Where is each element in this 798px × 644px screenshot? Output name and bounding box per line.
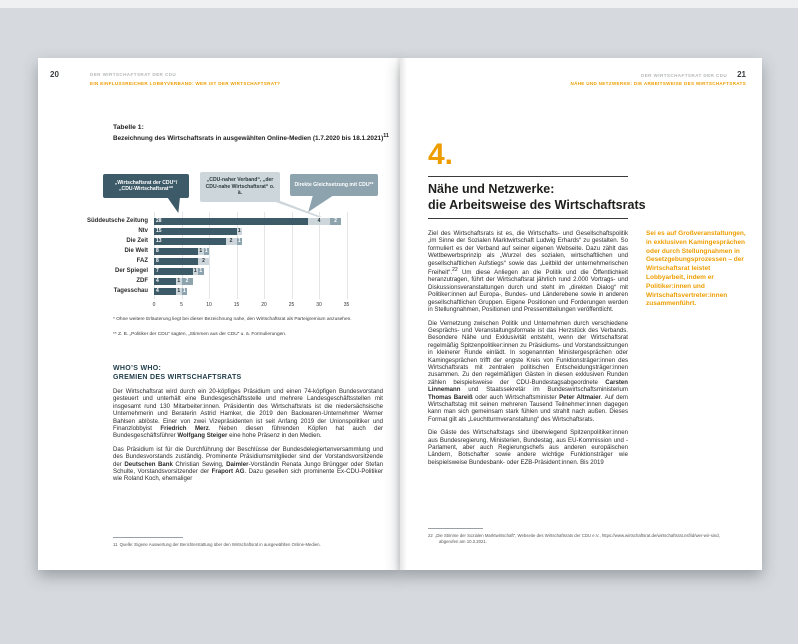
bar-segment-value: 13 <box>156 238 162 244</box>
page-number: 20 <box>50 70 59 79</box>
bar-segment-value: 2 <box>334 218 337 224</box>
bar-segment-value: 2 <box>202 258 205 264</box>
chart-row-label: Der Spiegel <box>114 268 148 274</box>
chart-row-label: Süddeutsche Zeitung <box>86 218 148 224</box>
footnote-number: 22 <box>428 533 433 538</box>
right-footnote <box>428 533 739 544</box>
grid-line <box>209 212 210 299</box>
axis-tick-label: 10 <box>206 302 212 308</box>
grid-line <box>264 212 265 299</box>
title-rule-bottom <box>428 218 628 219</box>
bar-segment <box>154 258 198 265</box>
left-footnote <box>113 542 374 548</box>
margin-note: Sei es auf Großveranstaltungen, in exklusiven Kamingesprächen oder durch Stellungnahmen in Gesetzgebungsprozessen – der Wirtschaftsrat leistet Lobbyarbeit, indem er Politiker:innen und Wirtschaftsvertreter:innen zusammenführt. <box>646 230 746 308</box>
axis-tick-label: 30 <box>316 302 322 308</box>
bar-segment <box>154 228 237 235</box>
legend-bubble-direkte-gleichsetzung: Direkte Gleichsetzung mit CDU** <box>290 174 378 196</box>
bar-segment-value: 1 <box>177 278 181 284</box>
running-header: DER WIRTSCHAFTSRAT DER CDU <box>640 73 728 78</box>
title-rule-top <box>428 176 628 177</box>
left-body-text <box>113 388 383 489</box>
bar-segment-value: 2 <box>185 278 189 284</box>
bar-segment-value: 1 <box>193 268 197 274</box>
footnote-text: „Die Stimme der Sozialen Marktwirtschaft“, Webseite des Wirtschaftsrats der CDU e.V., https://www.wirtschaftsrat.de/wirtschaftsrat.nsf/id/wer-wir-sind, abgerufen am 10.3.2021. <box>434 533 720 544</box>
chapter-title-line2: die Arbeitsweise des Wirtschaftsrats <box>428 197 646 212</box>
chapter-header: NÄHE UND NETZWERKE: DIE ARBEITSWEISE DES WIRTSCHAFTSRATS <box>570 81 746 86</box>
chapter-number: 4. <box>428 138 454 171</box>
bar-segment <box>154 268 193 275</box>
bar-segment <box>154 238 226 245</box>
bar-segment-value: 8 <box>156 248 159 254</box>
chart-row-label: FAZ <box>136 258 148 264</box>
whos-who-heading <box>113 364 242 382</box>
right-page <box>400 58 762 570</box>
bar-segment-value: 1 <box>204 248 208 254</box>
bar-segment-value: 15 <box>156 228 162 234</box>
legend-tail-3 <box>306 195 334 212</box>
legend-bubble-cdu-naher-verband: „CDU-naher Verband“, „der CDU-nahe Wirtschaftsrat“ o. ä. <box>200 172 280 202</box>
axis-tick-label: 25 <box>288 302 295 308</box>
axis-tick-label: 5 <box>180 302 183 308</box>
left-page <box>38 58 400 570</box>
right-paragraph-3: Die Gäste des Wirtschaftstags sind überwiegend Spitzenpolitiker:innen aus Bundesregierung, Ministerien, Bundestag, aus EU-Kommission und -Parlament, aber auch Regierungschefs aus anderen europäischen Ländern, Botschafter sowie andere wichtige Funktionsträger wie beispielsweise Bundesbank- oder EZB-Präsident:innen. Bis 2019 <box>428 429 628 466</box>
right-body-text <box>428 230 628 472</box>
bar-segment-value: 7 <box>156 268 159 274</box>
top-strip <box>0 0 798 8</box>
chart-row-label: ZDF <box>136 278 148 284</box>
whos-who-line2: GREMIEN DES WIRTSCHAFTSRATS <box>113 374 242 381</box>
axis-tick-label: 20 <box>261 302 267 308</box>
running-header-row <box>641 70 746 79</box>
chapter-title <box>428 182 648 213</box>
bar-segment-value: 28 <box>156 218 162 224</box>
chart-row-label: Tagesschau <box>113 288 148 294</box>
grid-line <box>182 212 183 299</box>
axis-tick-label: 15 <box>233 302 240 308</box>
bar-segment-value: 1 <box>177 288 181 294</box>
grid-line <box>292 212 293 299</box>
chart-row-label: Die Welt <box>124 248 148 254</box>
footnote-rule <box>113 537 183 538</box>
grid-line <box>319 212 320 299</box>
whos-who-line1: WHO’S WHO: <box>113 365 162 372</box>
bar-segment-value: 1 <box>182 288 186 294</box>
footnote-text: Quelle: Eigene Auswertung der Berichterstattung über den Wirtschaftsrat in ausgewählten Online-Medien. <box>119 542 321 547</box>
axis-tick-label: 35 <box>343 302 350 308</box>
chart-footnote-doublestar: ** Z. B. „Politiker der CDU“ sagten, „Stimmen aus der CDU“ u. ä. Formulierungen. <box>113 332 287 337</box>
bar-segment-value: 4 <box>317 218 321 224</box>
legend-tail-1 <box>166 197 180 213</box>
footnote-rule <box>428 528 483 529</box>
chart-footnote-star: * Ohne weitere Erläuterung liegt bei dieser Bezeichnung nahe, den Wirtschaftsrat als Parteigremium anzusehen. <box>113 317 352 322</box>
running-header: DER WIRTSCHAFTSRAT DER CDU <box>90 72 177 77</box>
right-paragraph-1: Ziel des Wirtschaftsrats ist es, die Wirtschafts- und Gesellschaftspolitik „im Sinne der Sozialen Marktwirtschaft Ludwig Erhards“ zu gestalten. So formuliert es der Verband auf seiner eigenen Webseite. Dazu zählt das Wettbewerbsprinzip als „Wurzel des sozialen, wirtschaftlichen und gesellschaftlichen Aufstiegs“ sowie das „Leitbild der unternehmerischen Freiheit“.$^{22}$ Um diese Anliegen an die Politik und die Öffentlichkeit heranzutragen, führt der Wirtschaftsrat jährlich rund 2.000 Vortrags- und Diskussionsveranstaltungen durch und steht im „direkten Dialog“ mit Politiker:innen auf Europa-, Bundes- und Länderebene sowie in anderen gesellschaftlichen Gruppen. Eigene Positionen und Forderungen werden in Stellungnahmen, Positionen und Pressemitteilungen veröffentlicht. <box>428 230 628 314</box>
bar-segment-value: 1 <box>237 228 241 234</box>
footnote-number: 11 <box>113 542 118 547</box>
grid-line <box>237 212 238 299</box>
chapter-title-line1: Nähe und Netzwerke: <box>428 182 555 196</box>
chart-subtitle: Bezeichnung des Wirtschaftsrats in ausgewählten Online-Medien (1.7.2020 bis 18.1.2021)$^{11}$ <box>113 133 389 143</box>
right-paragraph-2: Die Vernetzung zwischen Politik und Unternehmen durch verschiedene Gesprächs- und Veranstaltungsformate ist das Herzstück des Verbands. Besondere Nähe und Exklusivität entsteht, wenn der Wirtschaftsrat regelmäßig Spitzenpolitiker:innen zu Präsidiums- und Vorstandssitzungen in kleinerer Runde einlädt. In sogenannten Ministergesprächen oder Kamingesprächen trifft der engste Kreis von Funktionsträger:innen des Wirtschaftsrats mit zentralen politischen Entscheidungsträger:innen zusammen. Zu den regelmäßigen Gästen in diesen exklusiven Runden zählen beispielsweise der CDU-Bundestagsabgeordnete Carsten Linnemann und Staatssekretär im Bundeswirtschaftsministerium Thomas Bareiß oder auch Wirtschaftsminister Peter Altmaier. Auf dem Wirtschaftstag mit seinen mehreren Tausend Teilnehmer:innen dagegen kann man sich gemeinsam stark fühlen und strahlt nach außen. Dieses Format gilt als „Leuchtturmveranstaltung“ des Wirtschaftsrats. <box>428 319 628 423</box>
chapter-header: EIN EINFLUSSREICHER LOBBYVERBAND: WER IST DER WIRTSCHAFTSRAT? <box>90 81 281 86</box>
chart-row-label: Die Zeit <box>126 238 148 244</box>
axis-tick-label: 0 <box>152 302 156 308</box>
page-number: 21 <box>737 70 746 79</box>
bar-segment-value: 4 <box>156 278 159 284</box>
chart-row-label: Ntv <box>138 228 148 234</box>
bar-segment-value: 8 <box>156 258 159 264</box>
grid-line <box>154 212 155 299</box>
bar-segment-value: 4 <box>156 288 159 294</box>
bar-segment <box>154 248 198 255</box>
bar-segment <box>154 218 308 225</box>
left-paragraph-1: Der Wirtschaftsrat wird durch ein 20-köpfiges Präsidium und einen 74-köpfigen Bundesvorstand gesteuert und unterhält eine Bundesgeschäftsstelle und mehrere Landesgeschäftsstellen mit insgesamt rund 130 Mitarbeiter:innen. Präsidentin des Wirtschaftsrats ist die niedersächsische Unternehmerin und Beraterin Astrid Hamker, die 2019 den Backwaren-Unternehmer Werner Bahlsen ablöste. Einer von zwei Vizepräsidenten ist seit Anfang 2019 der Unionspolitiker und Finanzlobbyist Friedrich Merz. Neben diesen führenden Köpfen hat auch der Bundesgeschäftsführer Wolfgang Steiger eine hohe Präsenz in den Medien. <box>113 388 383 440</box>
legend-bubble-wirtschaftsrat-der-cdu: „Wirtschaftsrat der CDU“/ „CDU-Wirtschaftsrat“* <box>103 174 189 198</box>
bar-segment-value: 1 <box>237 238 241 244</box>
grid-line <box>347 212 348 299</box>
bar-segment-value: 1 <box>199 248 203 254</box>
bar-segment-value: 1 <box>199 268 203 274</box>
left-paragraph-2: Das Präsidium ist für die Durchführung der Beschlüsse der Bundesdelegiertenversammlung und des Bundesvorstands zuständig. Prominente Präsidiumsmitglieder sind der Vorstandsvorsitzende der Deutschen Bank Christian Sewing, Daimler-Vorständin Renata Jungo Brüngger oder Stefan Schulte, Vorstandsvorsitzender der Fraport AG. Dazu gesellen sich prominente Ex-CDU-Politiker wie Roland Koch, ehemaliger <box>113 445 384 483</box>
bar-segment-value: 2 <box>229 238 233 244</box>
chart-title: Tabelle 1: <box>113 124 144 131</box>
